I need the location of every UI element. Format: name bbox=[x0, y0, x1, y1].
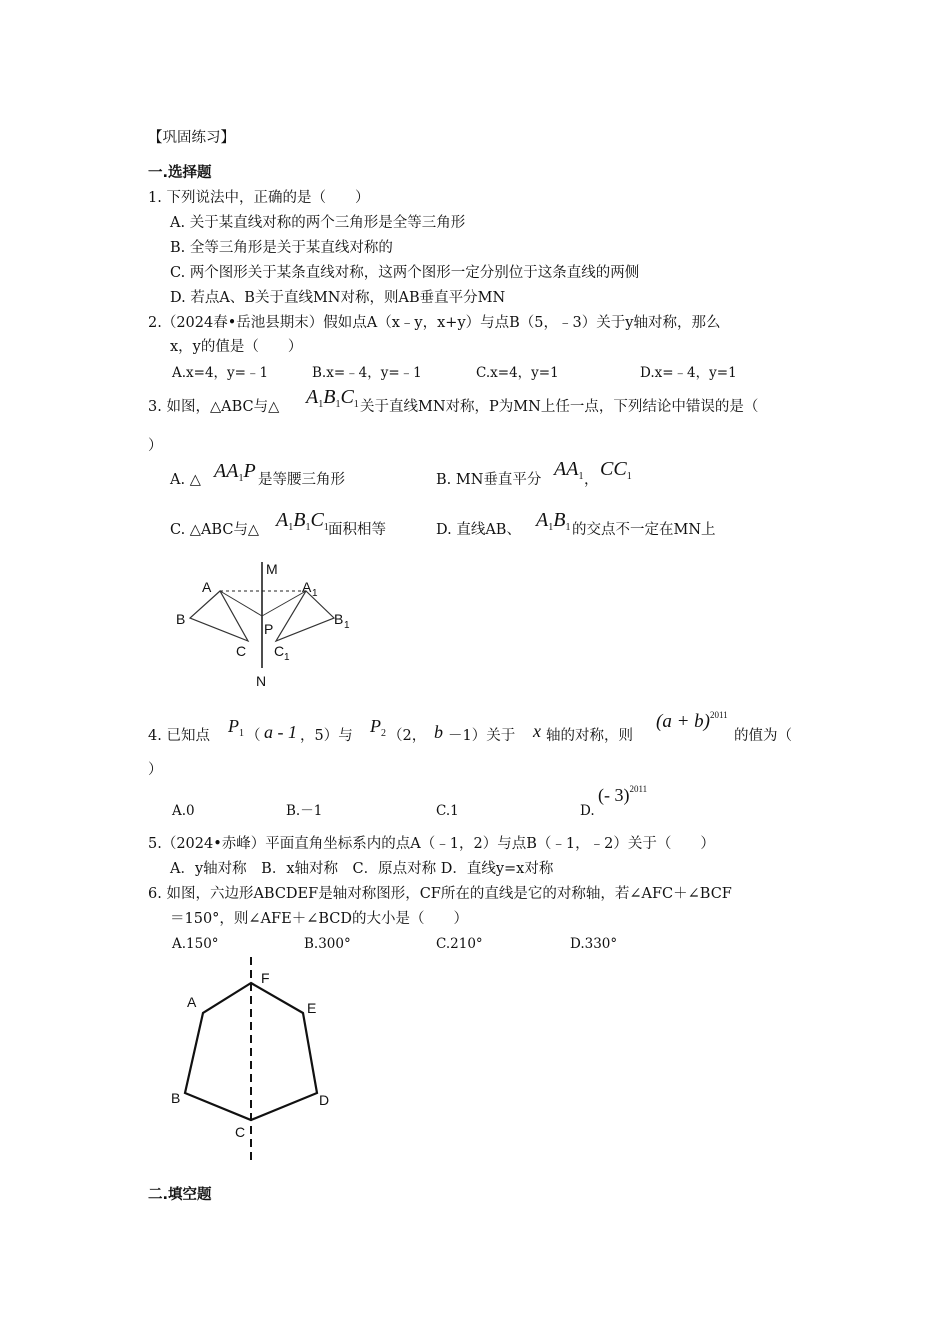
q3-option-c-suffix: 面积相等 bbox=[328, 522, 386, 538]
q1-option-c: C. 两个图形关于某条直线对称，这两个图形一定分别位于这条直线的两侧 bbox=[170, 265, 640, 281]
label-p: P bbox=[264, 621, 274, 637]
q4-stem-c: 的值为（ bbox=[734, 728, 792, 744]
q4-math-a-minus-1: a - 1 bbox=[264, 722, 297, 742]
label-e: E bbox=[307, 1000, 317, 1016]
q2-option-c: C.x=4，y=1 bbox=[476, 365, 559, 381]
q4-coord2-close: －1）关于 bbox=[448, 728, 516, 744]
q4-math-p2: $P_2$ bbox=[370, 716, 386, 739]
q3-math-triangle-a1b1c1: $A_1B_1C_1$ bbox=[306, 386, 359, 410]
q4-coord2-open: （2， bbox=[388, 728, 427, 744]
q4-math-b: b bbox=[434, 722, 443, 742]
q4-math-x: x bbox=[533, 721, 541, 741]
label-m: M bbox=[266, 561, 278, 577]
q3-stem-b: 关于直线MN对称，P为MN上任一点，下列结论中错误的是（ bbox=[360, 399, 759, 415]
q5-options: A．y轴对称 B．x轴对称 C．原点对称 D．直线y=x对称 bbox=[170, 861, 554, 877]
segment-ap bbox=[220, 591, 262, 616]
q6-stem-line2: ＝150°，则∠AFE＋∠BCD的大小是（ ） bbox=[170, 911, 468, 927]
q2-stem-line1: 2.（2024春•岳池县期末）假如点A（x﹣y，x+y）与点B（5，﹣3）关于y轴对称，那么 bbox=[148, 315, 721, 331]
q3-math-cc1: $CC_1$ bbox=[600, 458, 632, 482]
label-a1: A bbox=[302, 579, 312, 595]
q6-option-c: C.210° bbox=[436, 936, 483, 952]
q6-stem-line1: 6. 如图，六边形ABCDEF是轴对称图形，CF所在的直线是它的对称轴，若∠AFC＋∠BCF bbox=[148, 886, 732, 902]
q6-option-a: A.150° bbox=[172, 936, 219, 952]
q4-coord1-close: ，5）与 bbox=[300, 728, 353, 744]
practice-heading: 【巩固练习】 bbox=[148, 130, 235, 146]
q4-coord1-open: （ bbox=[246, 728, 261, 744]
q2-option-b: B.x=﹣4，y=﹣1 bbox=[312, 365, 422, 381]
q4-option-b: B.－1 bbox=[286, 803, 323, 819]
q4-stem-b: 轴的对称，则 bbox=[546, 728, 633, 744]
label-b: B bbox=[176, 611, 186, 627]
label-n: N bbox=[256, 673, 267, 689]
q6-option-d: D.330° bbox=[570, 936, 618, 952]
q3-math-a1b1c1-option-c: $A_1B_1C_1$ bbox=[276, 509, 329, 533]
q1-option-b: B. 全等三角形是关于某直线对称的 bbox=[170, 240, 393, 256]
q4-math-p1: $P_1$ bbox=[228, 716, 244, 739]
q4-stem-end: ） bbox=[148, 762, 163, 778]
q4-math-neg3-power: (- 3)$^{2011}$ bbox=[598, 784, 648, 805]
q4-option-a: A.0 bbox=[172, 803, 195, 819]
q1-option-a: A. 关于某直线对称的两个三角形是全等三角形 bbox=[170, 215, 466, 231]
q1-stem: 1. 下列说法中，正确的是（ ） bbox=[148, 190, 370, 206]
q5-stem: 5.（2024•赤峰）平面直角坐标系内的点A（﹣1，2）与点B（﹣1，﹣2）关于（ ） bbox=[148, 836, 715, 852]
q4-stem-a: 4. 已知点 bbox=[148, 728, 210, 744]
label-c: C bbox=[236, 643, 247, 659]
q3-option-d-prefix: D. 直线AB、 bbox=[436, 522, 521, 538]
section-fill-blank: 二.填空题 bbox=[148, 1187, 212, 1203]
q3-option-b-comma: ， bbox=[584, 472, 599, 488]
label-f: F bbox=[261, 970, 270, 986]
q4-math-a-plus-b-power: $(a + b)^{2011}$ bbox=[656, 710, 728, 732]
label-c1-sub: 1 bbox=[284, 652, 290, 663]
q3-symmetry-figure bbox=[170, 558, 370, 693]
q3-stem-end: ） bbox=[148, 438, 163, 454]
label-a1-sub: 1 bbox=[312, 588, 318, 599]
q3-option-c-prefix: C. △ABC与△ bbox=[170, 522, 260, 538]
label-b1-sub: 1 bbox=[344, 620, 350, 631]
label-c1: C bbox=[274, 643, 285, 659]
q1-option-d: D. 若点A、B关于直线MN对称，则AB垂直平分MN bbox=[170, 290, 506, 306]
q3-option-a-suffix: 是等腰三角形 bbox=[258, 472, 345, 488]
q6-option-b: B.300° bbox=[304, 936, 351, 952]
section-multiple-choice: 一.选择题 bbox=[148, 165, 212, 181]
label-a: A bbox=[187, 994, 197, 1010]
q2-stem-line2: x，y的值是（ ） bbox=[170, 339, 303, 355]
q2-option-a: A.x=4，y=﹣1 bbox=[172, 365, 269, 381]
q3-stem-a: 3. 如图，△ABC与△ bbox=[148, 399, 280, 415]
label-b1: B bbox=[334, 611, 344, 627]
q3-math-aa1p: $AA_1P$ bbox=[214, 460, 256, 484]
triangle-abc bbox=[190, 591, 248, 641]
q4-option-c: C.1 bbox=[436, 803, 459, 819]
q4-option-d-prefix: D. bbox=[580, 803, 595, 819]
q2-option-d: D.x=﹣4，y=1 bbox=[640, 365, 737, 381]
segment-a1p bbox=[262, 591, 306, 616]
label-b: B bbox=[171, 1090, 181, 1106]
q3-option-a-prefix: A. △ bbox=[170, 472, 201, 488]
q6-hexagon-figure bbox=[165, 955, 355, 1167]
label-d: D bbox=[319, 1092, 330, 1108]
triangle-a1b1c1 bbox=[276, 591, 334, 641]
label-a: A bbox=[202, 579, 212, 595]
q3-math-a1b1: $A_1B_1$ bbox=[536, 509, 571, 533]
q3-option-b-prefix: B. MN垂直平分 bbox=[436, 472, 542, 488]
label-c: C bbox=[235, 1124, 246, 1140]
q3-option-d-suffix: 的交点不一定在MN上 bbox=[572, 522, 716, 538]
q3-math-aa1: $AA_1$ bbox=[554, 458, 584, 482]
